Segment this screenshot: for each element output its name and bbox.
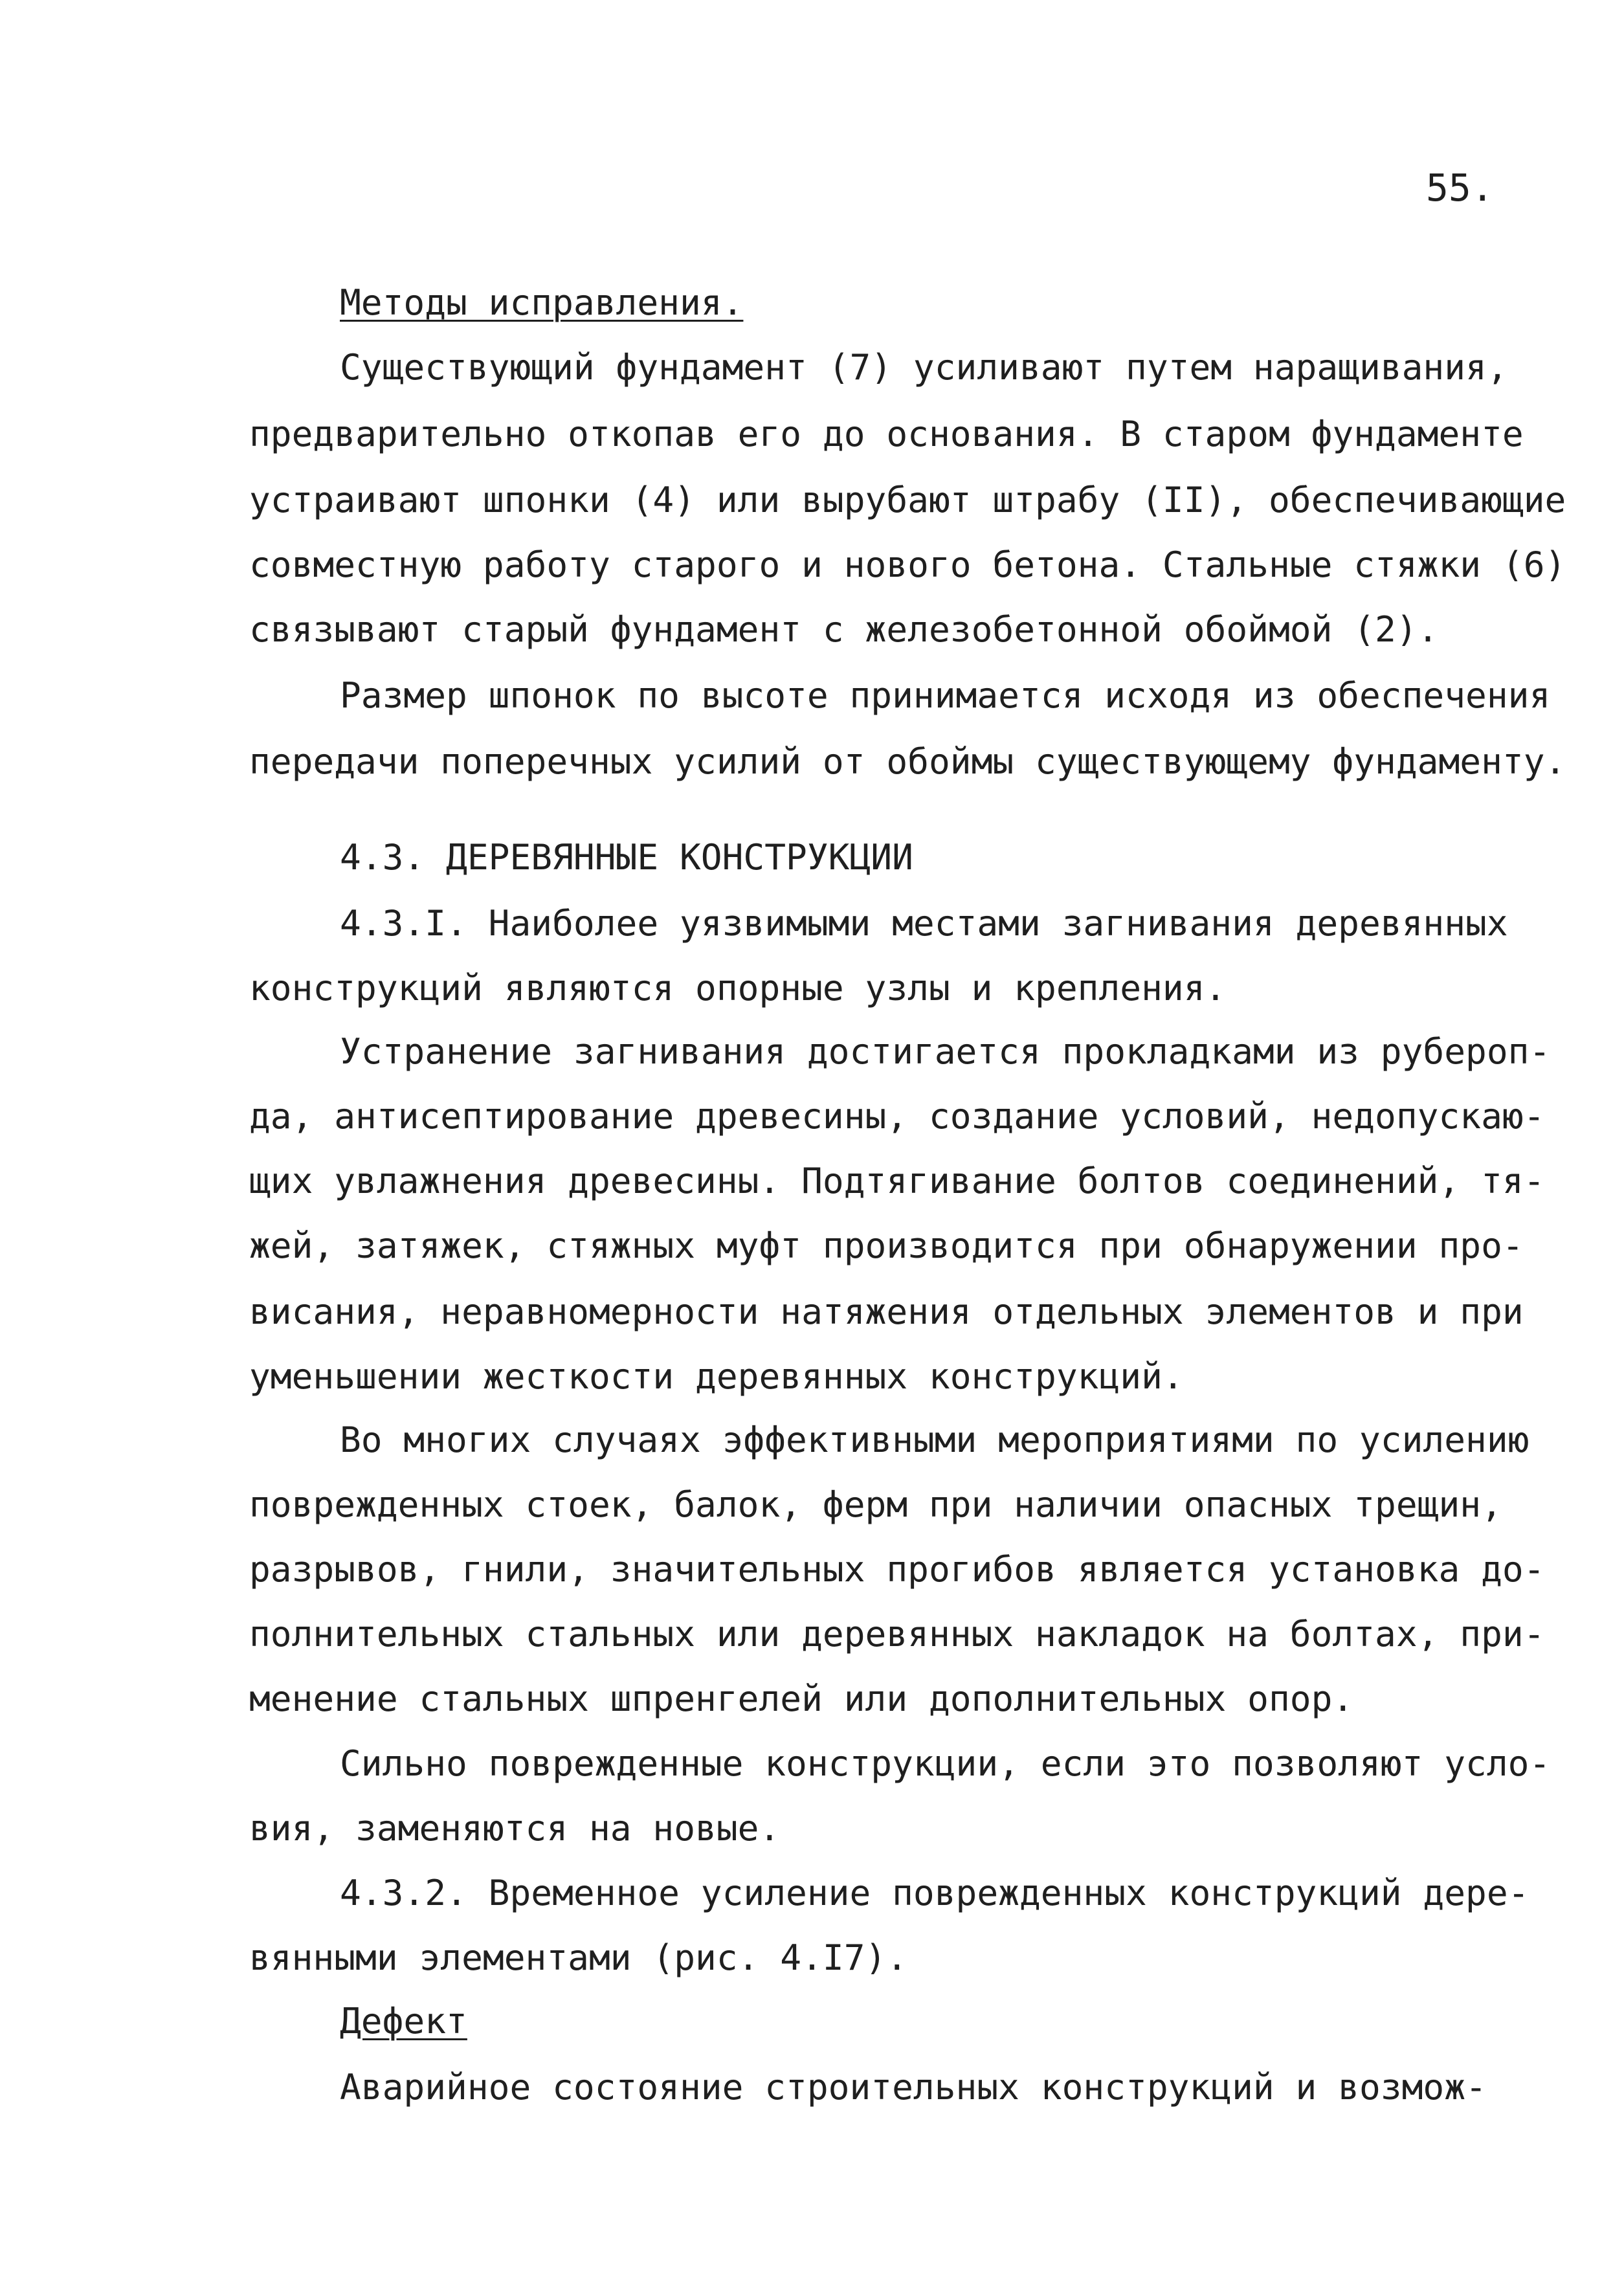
paragraph-line: устраивают шпонки (4) или вырубают штрабу (II), обеспечивающие: [249, 479, 1566, 520]
paragraph-line: щих увлажнения древесины. Подтягивание болтов соединений, тя-: [249, 1160, 1545, 1201]
paragraph-line: жей, затяжек, стяжных муфт производится при обнаружении про-: [249, 1225, 1524, 1266]
paragraph-line: Размер шпонок по высоте принимается исходя из обеспечения: [340, 674, 1551, 716]
paragraph-line: Устранение загнивания достигается прокладками из рубероп-: [340, 1030, 1551, 1072]
paragraph-line: передачи поперечных усилий от обоймы существующему фундаменту.: [249, 741, 1566, 782]
paragraph-line: поврежденных стоек, балок, ферм при наличии опасных трещин,: [249, 1484, 1502, 1525]
paragraph-line: Существующий фундамент (7) усиливают путем наращивания,: [340, 346, 1508, 388]
methods-heading: Методы исправления.: [340, 282, 744, 323]
paragraph-line: Аварийное состояние строительных конструкций и возмож-: [340, 2066, 1487, 2108]
paragraph-line: менение стальных шпренгелей или дополнительных опор.: [249, 1678, 1354, 1719]
paragraph-line: связывают старый фундамент с железобетонной обоймой (2).: [249, 608, 1439, 650]
paragraph-line: да, антисептирование древесины, создание условий, недопускаю-: [249, 1095, 1545, 1137]
paragraph-line: Сильно поврежденные конструкции, если это позволяют усло-: [340, 1743, 1551, 1784]
paragraph-line: Во многих случаях эффективными мероприятиями по усилению: [340, 1419, 1529, 1460]
paragraph-line: висания, неравномерности натяжения отдельных элементов и при: [249, 1291, 1524, 1332]
defect-heading: Дефект: [340, 2000, 467, 2042]
paragraph-line: 4.3.I. Наиболее уязвимыми местами загнивания деревянных: [340, 902, 1508, 944]
paragraph-line: разрывов, гнили, значительных прогибов является установка до-: [249, 1548, 1545, 1590]
paragraph-line: предварительно откопав его до основания. В старом фундаменте: [249, 413, 1524, 454]
section-title: 4.3. ДЕРЕВЯННЫЕ КОНСТРУКЦИИ: [340, 836, 913, 878]
paragraph-line: полнительных стальных или деревянных накладок на болтах, при-: [249, 1613, 1545, 1654]
paragraph-line: конструкций являются опорные узлы и крепления.: [249, 967, 1227, 1008]
paragraph-line: вия, заменяются на новые.: [249, 1807, 781, 1849]
paragraph-line: совместную работу старого и нового бетона. Стальные стяжки (6): [249, 544, 1566, 585]
page-number: 55.: [1426, 166, 1494, 210]
paragraph-line: вянными элементами (рис. 4.I7).: [249, 1937, 908, 1978]
paragraph-line: уменьшении жесткости деревянных конструкций.: [249, 1355, 1184, 1397]
paragraph-line: 4.3.2. Временное усиление поврежденных конструкций дере-: [340, 1872, 1529, 1913]
